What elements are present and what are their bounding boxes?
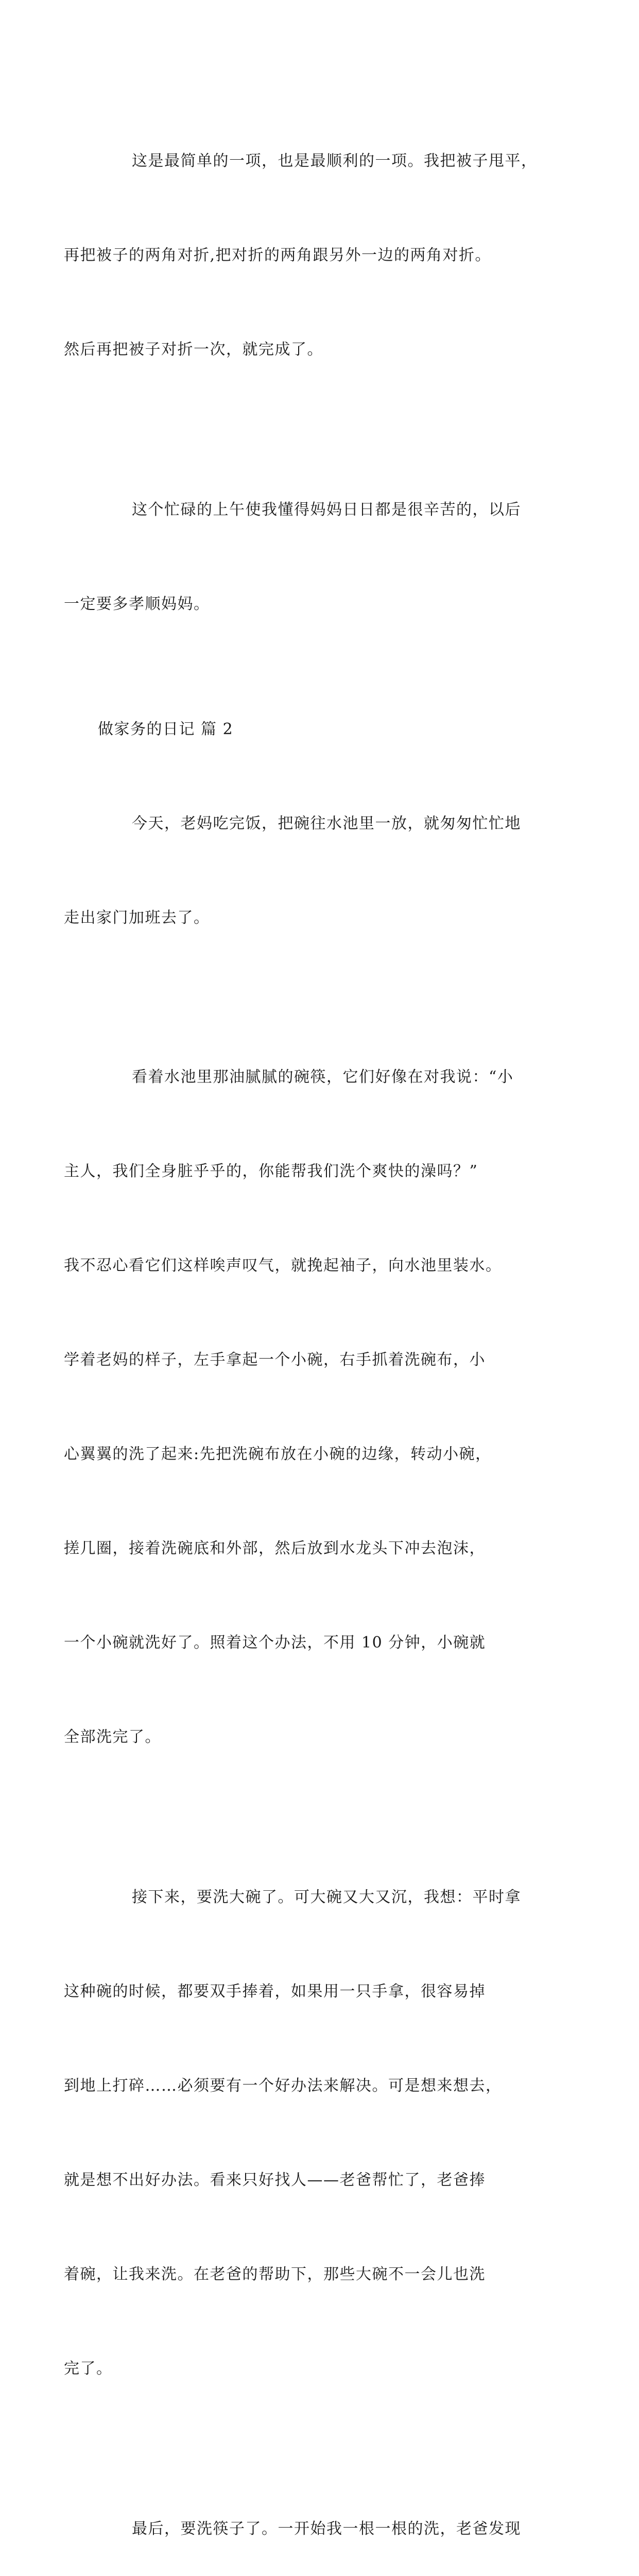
paragraph-line: 接下来，要洗大碗了。可大碗又大又沉，我想：平时拿: [132, 1888, 521, 1906]
paragraph-line: 心翼翼的洗了起来:先把洗碗布放在小碗的边缘，转动小碗，: [64, 1445, 492, 1463]
paragraph-line: 今天，老妈吃完饭，把碗往水池里一放，就匆匆忙忙地: [132, 815, 521, 833]
paragraph-line: 这个忙碌的上午使我懂得妈妈日日都是很辛苦的，以后: [132, 501, 521, 519]
section-heading: 做家务的日记 篇 2: [98, 720, 234, 738]
paragraph-line: 就是想不出好办法。看来只好找人——老爸帮忙了，老爸捧: [64, 2171, 486, 2189]
paragraph-line: 然后再把被子对折一次，就完成了。: [64, 341, 323, 359]
paragraph-line: 着碗，让我来洗。在老爸的帮助下，那些大碗不一会儿也洗: [64, 2265, 486, 2283]
paragraph-line: 一定要多孝顺妈妈。: [64, 595, 210, 613]
paragraph-chopsticks: [98, 2450, 551, 2576]
paragraph-intro: [64, 745, 551, 996]
paragraph-line: 我不忍心看它们这样唉声叹气，就挽起袖子，向水池里装水。: [64, 1257, 502, 1275]
paragraph-line: 这是最简单的一项，也是最顺利的一项。我把被子甩平，: [132, 152, 538, 170]
paragraph-small-bowls: [64, 998, 551, 1816]
document-body: [64, 82, 551, 2576]
paragraph-line: 看着水池里那油腻腻的碗筷，它们好像在对我说：“小: [132, 1068, 514, 1086]
paragraph-line: 一个小碗就洗好了。照着这个办法，不用 10 分钟，小碗就: [64, 1634, 486, 1652]
paragraph-line: 学着老妈的样子，左手拿起一个小碗，右手抓着洗碗布，小: [64, 1351, 486, 1369]
paragraph-line: 再把被子的两角对折,把对折的两角跟另外一边的两角对折。: [64, 246, 492, 264]
paragraph-fold-quilt: [64, 82, 551, 428]
paragraph-line: 最后，要洗筷子了。一开始我一根一根的洗，老爸发现: [132, 2520, 521, 2538]
paragraph-line: 全部洗完了。: [64, 1728, 161, 1746]
paragraph-line: 搓几圈，接着洗碗底和外部，然后放到水龙头下冲去泡沫，: [64, 1539, 486, 1557]
paragraph-line: 完了。: [64, 2360, 113, 2378]
paragraph-line: 这种碗的时候，都要双手捧着，如果用一只手拿，很容易掉: [64, 1982, 486, 2001]
paragraph-line: 走出家门加班去了。: [64, 909, 210, 927]
paragraph-line: 到地上打碎……必须要有一个好办法来解决。可是想来想去，: [64, 2077, 502, 2095]
paragraph-big-bowls: [64, 1819, 551, 2447]
paragraph-conclusion: [64, 431, 551, 683]
paragraph-line: 主人，我们全身脏乎乎的，你能帮我们洗个爽快的澡吗？”: [64, 1162, 478, 1180]
